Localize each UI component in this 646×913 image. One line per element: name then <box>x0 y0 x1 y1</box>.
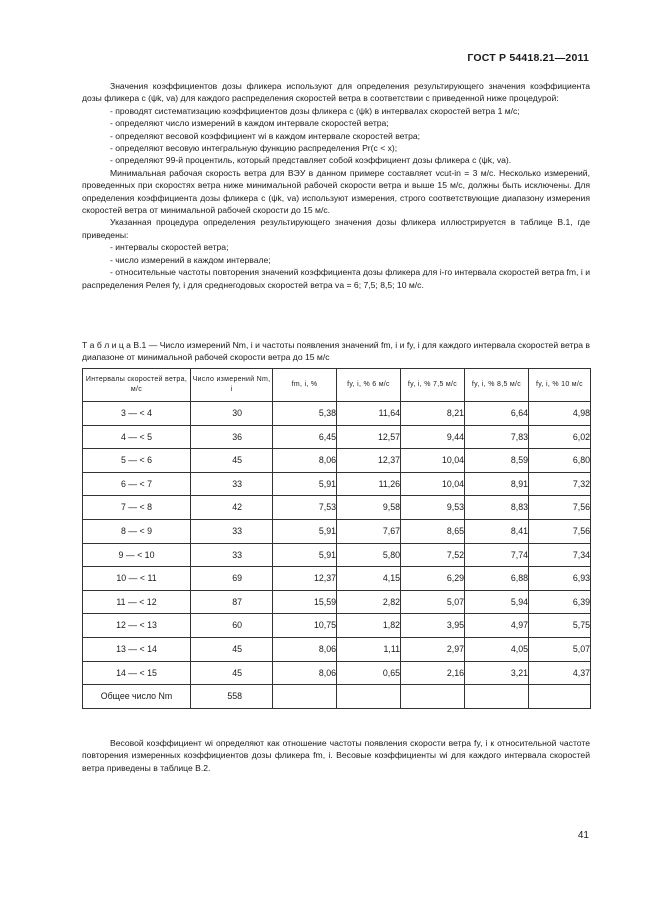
table-cell: 7,56 <box>529 496 591 520</box>
table-cell: 30 <box>191 402 273 426</box>
table-row <box>83 425 591 449</box>
table-row <box>83 661 591 685</box>
table-cell: 87 <box>191 590 273 614</box>
cell-interval: 11 — < 12 <box>83 590 191 614</box>
step-item: - определяют весовой коэффициент wi в каждом интервале скоростей ветра; <box>110 130 421 141</box>
table-cell: 7,32 <box>529 472 591 496</box>
col-header-fm: fm, i, % <box>273 369 337 402</box>
table-cell: 9,44 <box>401 425 465 449</box>
cell-interval: 12 — < 13 <box>83 614 191 638</box>
total-label: Общее число Nm <box>83 685 191 709</box>
table-cell: 0,65 <box>337 661 401 685</box>
table-cell: 33 <box>191 519 273 543</box>
table-total-row <box>83 685 591 709</box>
table-cell: 2,97 <box>401 637 465 661</box>
procedure-paragraph: Указанная процедура определения результирующего значения дозы фликера иллюстрируется в таблице В.1, где приведены: <box>82 217 590 240</box>
cell-interval: 4 — < 5 <box>83 425 191 449</box>
cell-interval: 6 — < 7 <box>83 472 191 496</box>
table-row <box>83 402 591 426</box>
table-cell: 10,04 <box>401 472 465 496</box>
table-cell: 33 <box>191 472 273 496</box>
cell-interval: 5 — < 6 <box>83 449 191 473</box>
table-cell: 9,58 <box>337 496 401 520</box>
step-item: - определяют весовую интегральную функцию распределения Pr(c < x); <box>110 143 398 154</box>
cell-interval: 8 — < 9 <box>83 519 191 543</box>
table-cell: 10,04 <box>401 449 465 473</box>
table-cell: 6,88 <box>465 567 529 591</box>
table-cell: 36 <box>191 425 273 449</box>
col-header-fy-10: fy, i, % 10 м/с <box>529 369 591 402</box>
weight-paragraph <box>82 737 590 774</box>
table-cell: 7,74 <box>465 543 529 567</box>
table-cell: 11,64 <box>337 402 401 426</box>
table-cell: 6,39 <box>529 590 591 614</box>
table-cell: 5,38 <box>273 402 337 426</box>
list-item: - число измерений в каждом интервале; <box>110 254 271 265</box>
table-cell: 60 <box>191 614 273 638</box>
table-cell: 8,41 <box>465 519 529 543</box>
step-item: - определяют 99-й процентиль, который представляет собой коэффициент дозы фликера c (ψk, va). <box>110 155 512 166</box>
table-cell: 5,07 <box>529 637 591 661</box>
total-value: 558 <box>191 685 273 709</box>
table-row <box>83 590 591 614</box>
empty-cell <box>337 685 401 709</box>
table-cell: 6,45 <box>273 425 337 449</box>
table-cell: 45 <box>191 661 273 685</box>
empty-cell <box>273 685 337 709</box>
table-cell: 7,83 <box>465 425 529 449</box>
data-table <box>82 368 591 709</box>
table-cell: 5,07 <box>401 590 465 614</box>
table-cell: 12,57 <box>337 425 401 449</box>
table-cell: 6,93 <box>529 567 591 591</box>
table-row <box>83 637 591 661</box>
table-cell: 8,06 <box>273 637 337 661</box>
table-cell: 6,64 <box>465 402 529 426</box>
cell-interval: 9 — < 10 <box>83 543 191 567</box>
col-header-fy-8-5: fy, i, % 8,5 м/с <box>465 369 529 402</box>
table-cell: 8,91 <box>465 472 529 496</box>
table-cell: 4,15 <box>337 567 401 591</box>
table-cell: 7,67 <box>337 519 401 543</box>
table-cell: 9,53 <box>401 496 465 520</box>
empty-cell <box>465 685 529 709</box>
table-cell: 15,59 <box>273 590 337 614</box>
table-cell: 4,05 <box>465 637 529 661</box>
table-cell: 4,98 <box>529 402 591 426</box>
table-cell: 8,83 <box>465 496 529 520</box>
table-row <box>83 519 591 543</box>
table-cell: 3,95 <box>401 614 465 638</box>
table-cell: 2,82 <box>337 590 401 614</box>
table-caption: Т а б л и ц а В.1 — Число измерений Nm, i и частоты появления значений fm, i и fy, i для каждого интервала скоростей ветра в диапазоне от минимальной рабочей скорости ветра до 15 м/с <box>82 340 590 363</box>
table-cell: 11,26 <box>337 472 401 496</box>
table-cell: 10,75 <box>273 614 337 638</box>
list-item: - интервалы скоростей ветра; <box>110 242 229 253</box>
table-row <box>83 449 591 473</box>
page-number: 41 <box>577 830 589 841</box>
table-cell: 8,21 <box>401 402 465 426</box>
table-row <box>83 472 591 496</box>
table-row <box>83 496 591 520</box>
table-header-row <box>83 369 591 402</box>
weight-text: Весовой коэффициент wi определяют как отношение частоты появления скорости ветра fy, i к относительной частоте повторения измеренных коэффициентов дозы фликера fm, i. Весовые коэффициенты wi для каждого интервала скоростей ветра приведены в таблице В.2. <box>82 738 590 773</box>
cell-interval: 13 — < 14 <box>83 637 191 661</box>
list-item: - относительные частоты повторения значений коэффициента дозы фликера для i-го интервала скоростей ветра fm, i и распределения Релея fy, i для среднегодовых скоростей ветра va = 6; 7,5; 8,5; 10 м/с. <box>82 267 590 290</box>
table-cell: 45 <box>191 449 273 473</box>
table-cell: 6,80 <box>529 449 591 473</box>
step-item: - проводят систематизацию коэффициентов дозы фликера c (ψk) в интервалах скоростей ветра 1 м/с; <box>110 105 520 116</box>
col-header-fy-7-5: fy, i, % 7,5 м/с <box>401 369 465 402</box>
empty-cell <box>401 685 465 709</box>
table-cell: 7,52 <box>401 543 465 567</box>
table-cell: 8,59 <box>465 449 529 473</box>
min-speed-paragraph: Минимальная рабочая скорость ветра для ВЭУ в данном примере составляет vcut-in = 3 м/с. Несколько измерений, проведенных при скоростях ветра ниже минимальной рабочей скорости ветра и выше 15 м/с, должны быть исключены. Для определения коэффициента дозы фликера c (ψk, va) используют измерения, строго соответствующие диапазону измерения скоростей ветра от минимальной рабочей скорости до 15 м/с. <box>82 167 590 216</box>
table-cell: 45 <box>191 637 273 661</box>
doc-header: ГОСТ Р 54418.21—2011 <box>467 52 589 64</box>
table-cell: 3,21 <box>465 661 529 685</box>
table-cell: 7,34 <box>529 543 591 567</box>
table-cell: 4,37 <box>529 661 591 685</box>
table-cell: 8,65 <box>401 519 465 543</box>
cell-interval: 14 — < 15 <box>83 661 191 685</box>
table-cell: 5,94 <box>465 590 529 614</box>
table-cell: 7,56 <box>529 519 591 543</box>
table-cell: 5,91 <box>273 472 337 496</box>
col-header-count: Число измерений Nm, i <box>191 369 273 402</box>
table-row <box>83 614 591 638</box>
table-cell: 8,06 <box>273 661 337 685</box>
table-cell: 1,82 <box>337 614 401 638</box>
table-cell: 2,16 <box>401 661 465 685</box>
col-header-intervals: Интервалы скоростей ветра, м/с <box>83 369 191 402</box>
table-row <box>83 543 591 567</box>
table-cell: 5,75 <box>529 614 591 638</box>
step-item: - определяют число измерений в каждом интервале скоростей ветра; <box>110 118 389 129</box>
table-cell: 4,97 <box>465 614 529 638</box>
table-cell: 42 <box>191 496 273 520</box>
table-cell: 6,02 <box>529 425 591 449</box>
cell-interval: 3 — < 4 <box>83 402 191 426</box>
table-cell: 5,91 <box>273 543 337 567</box>
table-cell: 8,06 <box>273 449 337 473</box>
table-cell: 6,29 <box>401 567 465 591</box>
table-cell: 12,37 <box>273 567 337 591</box>
steps-list <box>82 105 590 167</box>
intro-paragraph: Значения коэффициентов дозы фликера используют для определения результирующего значения коэффициента дозы фликера c (ψk, va) для каждого распределения скоростей ветра в соответствии с приведенной ниже процедурой: <box>82 81 590 104</box>
table-cell: 5,80 <box>337 543 401 567</box>
cell-interval: 10 — < 11 <box>83 567 191 591</box>
table-body <box>83 402 591 709</box>
table-cell: 5,91 <box>273 519 337 543</box>
table-cell: 33 <box>191 543 273 567</box>
table-cell: 7,53 <box>273 496 337 520</box>
empty-cell <box>529 685 591 709</box>
col-header-fy-6: fy, i, % 6 м/с <box>337 369 401 402</box>
table-row <box>83 567 591 591</box>
cell-interval: 7 — < 8 <box>83 496 191 520</box>
table-cell: 69 <box>191 567 273 591</box>
table-cell: 1,11 <box>337 637 401 661</box>
intro-section <box>82 80 590 291</box>
table-cell: 12,37 <box>337 449 401 473</box>
